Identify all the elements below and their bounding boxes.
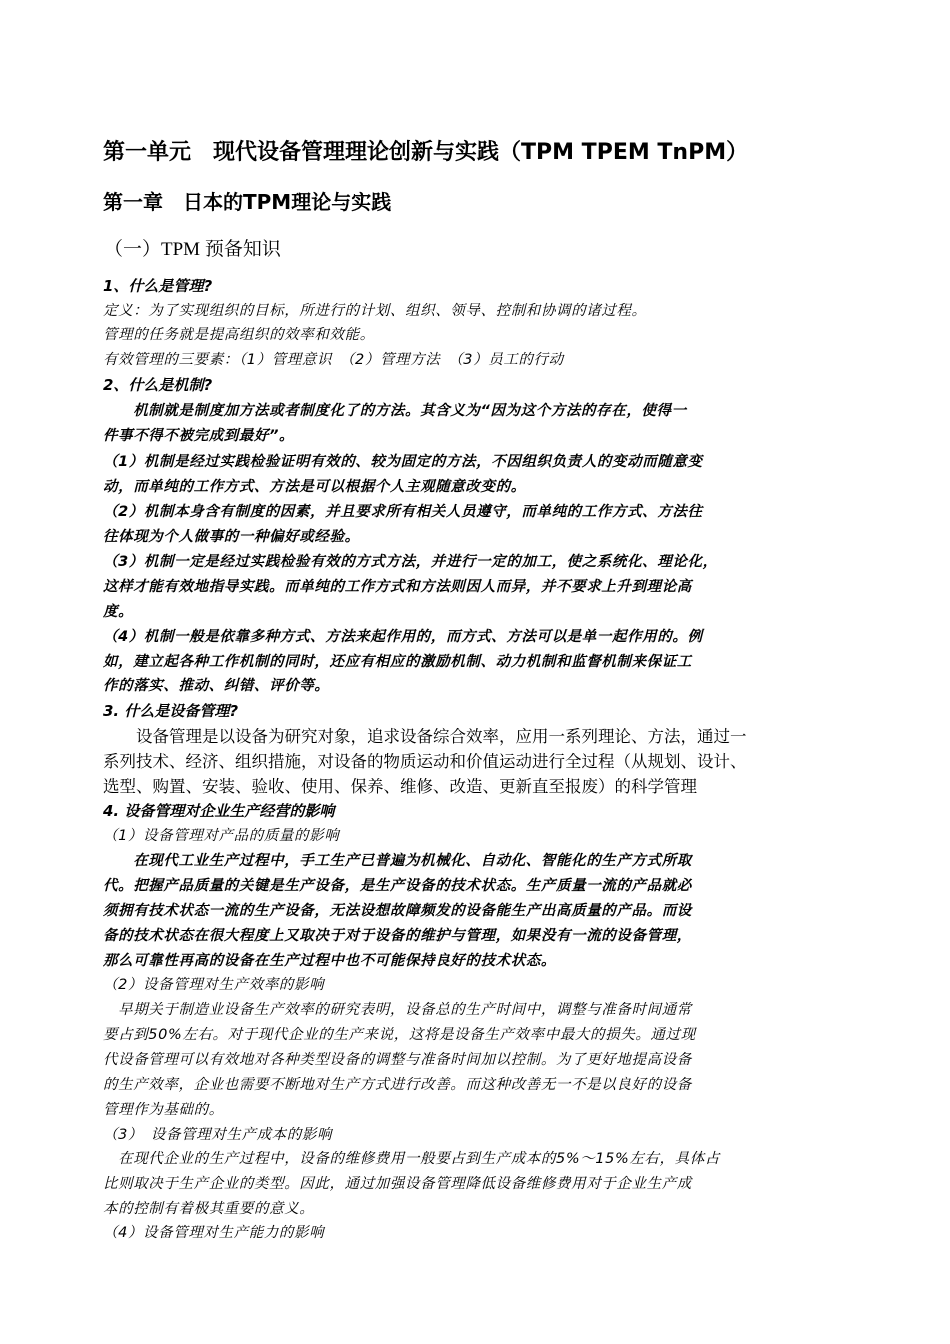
body-line: 往体现为个人做事的一种偏好或经验。 (103, 529, 360, 545)
body-line: 须拥有技术状态一流的生产设备，无法设想故障频发的设备能生产出高质量的产品。而设 (103, 903, 692, 919)
body-line: 有效管理的三要素：（1）管理意识 （2）管理方法 （3）员工的行动 (103, 352, 564, 368)
body-line: 机制就是制度加方法或者制度化了的方法。其含义为“因为这个方法的存在，使得一 (103, 403, 687, 419)
body-line: 在现代工业生产过程中，手工生产已普遍为机械化、自动化、智能化的生产方式所取 (103, 853, 692, 869)
body-line: （2）机制本身含有制度的因素，并且要求所有相关人员遵守，而单纯的工作方式、方法往 (103, 504, 703, 520)
body-line: 比则取决于生产企业的类型。因此，通过加强设备管理降低设备维修费用对于企业生产成 (103, 1176, 692, 1192)
body-line: 选型、购置、安装、验收、使用、保养、维修、改造、更新直至报废）的科学管理 (103, 777, 697, 796)
body-line: 代。把握产品质量的关键是生产设备，是生产设备的技术状态。生产质量一流的产品就必 (103, 878, 692, 894)
section-title: （一）TPM 预备知识 (104, 239, 281, 260)
body-line: 要占到50%左右。对于现代企业的生产来说，这将是设备生产效率中最大的损失。通过现 (103, 1027, 696, 1043)
body-line: 那么可靠性再高的设备在生产过程中也不可能保持良好的技术状态。 (103, 953, 556, 969)
subheading: （1）设备管理对产品的质量的影响 (103, 828, 340, 844)
body-line: 作的落实、推动、纠错、评价等。 (103, 678, 330, 694)
question-heading-management: 1、什么是管理? (103, 277, 213, 295)
question-heading-equipment-management: 3. 什么是设备管理? (103, 702, 239, 720)
body-line: 动，而单纯的工作方式、方法是可以根据个人主观随意改变的。 (103, 479, 526, 495)
body-line: 设备管理是以设备为研究对象，追求设备综合效率，应用一系列理论、方法，通过一 (103, 727, 747, 746)
subheading: （2）设备管理对生产效率的影响 (103, 977, 325, 993)
body-line: 如，建立起各种工作机制的同时，还应有相应的激励机制、动力机制和监督机制来保证工 (103, 654, 692, 670)
body-line: 的生产效率，企业也需要不断地对生产方式进行改善。而这种改善无一不是以良好的设备 (103, 1077, 692, 1093)
subheading: （4）设备管理对生产能力的影响 (103, 1225, 325, 1241)
body-line: 在现代企业的生产过程中，设备的维修费用一般要占到生产成本的5%～15%左右，具体占 (103, 1151, 720, 1167)
question-heading-impact: 4. 设备管理对企业生产经营的影响 (103, 802, 335, 820)
body-line: 本的控制有着极其重要的意义。 (103, 1201, 315, 1217)
body-line: （3）机制一定是经过实践检验有效的方式方法，并进行一定的加工，使之系统化、理论化， (103, 554, 718, 570)
body-line: 管理的任务就是提高组织的效率和效能。 (103, 327, 375, 343)
body-line: 代设备管理可以有效地对各种类型设备的调整与准备时间加以控制。为了更好地提高设备 (103, 1052, 692, 1068)
body-line: 度。 (103, 604, 134, 620)
body-line: 管理作为基础的。 (103, 1102, 224, 1118)
body-line: 定义：为了实现组织的目标，所进行的计划、组织、领导、控制和协调的诸过程。 (103, 303, 647, 319)
chapter-title: 第一章 日本的TPM理论与实践 (103, 190, 392, 214)
body-line: 系列技术、经济、组织措施，对设备的物质运动和价值运动进行全过程（从规划、设计、 (103, 752, 747, 771)
body-line: （4）机制一般是依靠多种方式、方法来起作用的，而方式、方法可以是单一起作用的。例 (103, 629, 703, 645)
question-heading-mechanism: 2、什么是机制? (103, 376, 213, 394)
subheading: （3） 设备管理对生产成本的影响 (103, 1127, 333, 1143)
body-line: 件事不得不被完成到最好”。 (103, 428, 295, 444)
body-line: 这样才能有效地指导实践。而单纯的工作方式和方法则因人而异，并不要求上升到理论高 (103, 579, 692, 595)
body-line: （1）机制是经过实践检验证明有效的、较为固定的方法，不因组织负责人的变动而随意变 (103, 454, 703, 470)
body-line: 备的技术状态在很大程度上又取决于对于设备的维护与管理，如果没有一流的设备管理， (103, 928, 692, 944)
unit-title: 第一单元 现代设备管理理论创新与实践（TPM TPEM TnPM） (103, 140, 749, 165)
body-line: 早期关于制造业设备生产效率的研究表明，设备总的生产时间中，调整与准备时间通常 (103, 1002, 692, 1018)
